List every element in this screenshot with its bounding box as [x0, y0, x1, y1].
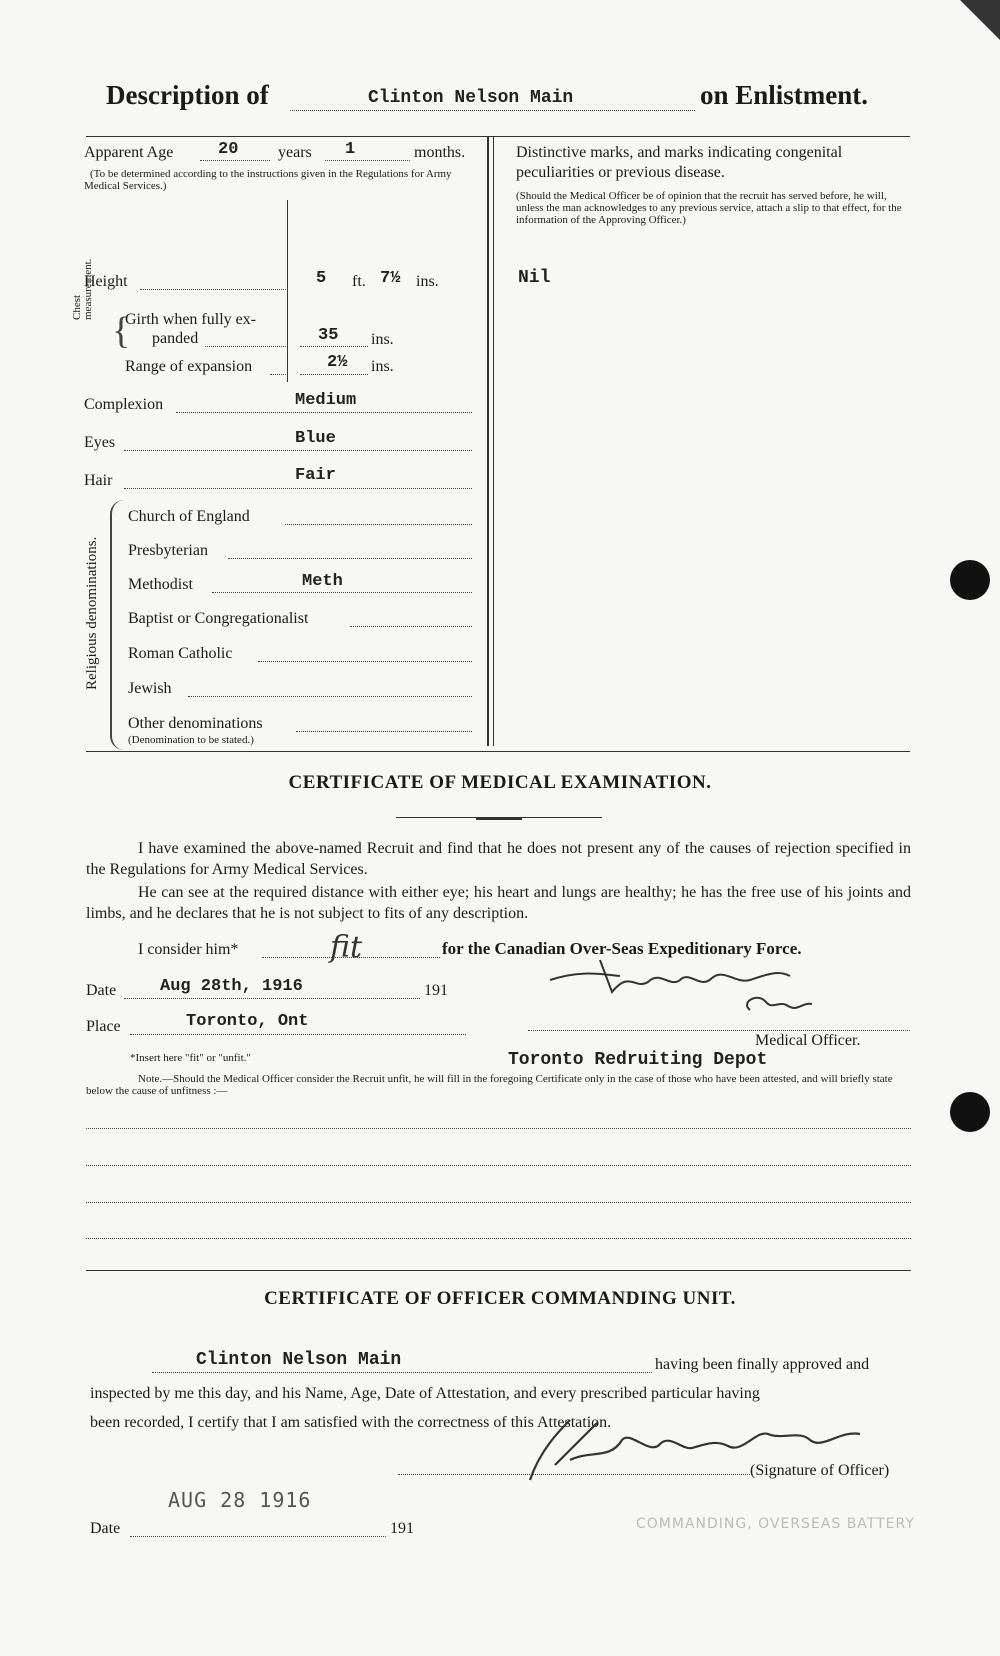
commanding-date-label: Date: [90, 1520, 121, 1537]
height-label-line: [140, 289, 288, 290]
religion-methodist: Methodist: [128, 576, 193, 593]
religion-line-3: [350, 626, 472, 627]
religion-roman-catholic: Roman Catholic: [128, 645, 233, 662]
unfitness-note: Note.—Should the Medical Officer consider the Recruit unfit, he will fill in the foregoing Certificate only in the case of those who have been attested, and will briefly state below the cause of unfitness :—: [86, 1073, 893, 1097]
religion-line-5: [188, 696, 472, 697]
medical-certificate-title: CERTIFICATE OF MEDICAL EXAMINATION.: [288, 772, 712, 793]
header-suffix: on Enlistment.: [700, 80, 869, 110]
religion-line-2: [212, 592, 472, 593]
range-ins-label: ins.: [371, 358, 394, 375]
religion-line-6: [296, 731, 472, 732]
religion-presbyterian: Presbyterian: [128, 542, 208, 559]
date-stamp: AUG 28 1916: [168, 1488, 312, 1512]
column-divider-inner: [493, 136, 494, 746]
girth-label-line2: panded: [152, 330, 199, 347]
medical-officer-signature: [540, 940, 860, 1030]
religion-church-of-england: Church of England: [128, 508, 250, 525]
range-value-line: [300, 374, 368, 375]
religion-line-4: [258, 661, 472, 662]
medical-date-value: Aug 28th, 1916: [160, 977, 303, 996]
commanding-certificate-title: CERTIFICATE OF OFFICER COMMANDING UNIT.: [264, 1288, 736, 1309]
fit-handwritten: fit: [330, 930, 363, 965]
medical-officer-line: [528, 1030, 910, 1031]
medical-bottom-rule: [86, 1270, 911, 1271]
months-label: months.: [414, 144, 466, 161]
unfitness-line-4: [86, 1238, 911, 1239]
commanding-recruit-name: Clinton Nelson Main: [196, 1350, 402, 1370]
insert-fit-note: *Insert here "fit" or "unfit.": [130, 1052, 251, 1064]
medical-place-line: [130, 1034, 466, 1035]
commanding-line1-tail: having been finally approved and: [655, 1356, 870, 1373]
complexion-value: Medium: [295, 391, 357, 410]
chest-brace: {: [112, 310, 131, 352]
header-prefix: Description of: [106, 80, 269, 110]
medical-date-line: [124, 998, 420, 999]
top-rule: [86, 136, 910, 137]
complexion-line: [176, 412, 472, 413]
height-inches-value: 7½: [380, 269, 401, 288]
ft-label: ft.: [352, 273, 366, 290]
unfitness-line-3: [86, 1202, 911, 1203]
age-years-value: 20: [218, 140, 239, 159]
religion-line-0: [285, 524, 472, 525]
commanding-year-suffix: 191: [390, 1520, 414, 1537]
medical-place-label: Place: [86, 1018, 121, 1035]
commanding-date-line: [130, 1536, 386, 1537]
distinctive-marks-heading: Distinctive marks, and marks indicating congenital peculiarities or previous disease.: [516, 144, 843, 181]
expeditionary-force-text: for the Canadian Over-Seas Expeditionary Force.: [442, 939, 802, 958]
height-label: Height: [84, 273, 128, 290]
medical-paragraph-2: He can see at the required distance with either eye; his heart and lungs are healthy; he has the free use of his joints and limbs, and he declares that he is not subject to fits of any description.: [86, 884, 911, 922]
religion-baptist: Baptist or Congregationalist: [128, 610, 309, 627]
medical-paragraph-1: I have examined the above-named Recruit and find that he does not present any of the causes of rejection specified in the Regulations for Army Medical Services.: [86, 840, 911, 878]
age-years-line: [200, 160, 270, 161]
age-months-value: 1: [345, 140, 356, 159]
medical-year-suffix: 191: [424, 982, 448, 999]
unfitness-line-2: [86, 1165, 911, 1166]
age-instructions-note: (To be determined according to the instructions given in the Regulations for Army Medical Services.): [84, 168, 452, 192]
religion-line-1: [228, 558, 472, 559]
punch-hole-lower: [950, 1092, 990, 1132]
religion-other: Other denominations: [128, 715, 263, 732]
unfitness-line-1: [86, 1128, 911, 1129]
range-label: Range of expansion: [125, 358, 253, 375]
age-months-line: [325, 160, 410, 161]
range-label-line: [270, 374, 288, 375]
punch-hole-upper: [950, 560, 990, 600]
page-corner-fold: [960, 0, 1000, 40]
hair-label: Hair: [84, 472, 113, 489]
religious-denominations-label: Religious denominations.: [84, 536, 100, 690]
commanding-line3: been recorded, I certify that I am satisfied with the correctness of this Attestation.: [90, 1414, 612, 1431]
girth-label-line1: Girth when fully ex-: [125, 311, 257, 328]
religion-brace: [110, 500, 126, 750]
denomination-note: (Denomination to be stated.): [128, 734, 254, 746]
distinctive-marks-note: (Should the Medical Officer be of opinion that the recruit has served before, he will, unless the man acknowledges to any previous service, attach a slip to that effect, for the information of the Approving Officer.): [516, 190, 902, 226]
ins-label: ins.: [416, 273, 439, 290]
religion-jewish: Jewish: [128, 680, 172, 697]
hair-value: Fair: [295, 466, 336, 485]
girth-ins-label: ins.: [371, 331, 394, 348]
medical-title-rule-center: [476, 817, 522, 820]
chest-measurement-label: Chest measurement.: [71, 258, 94, 320]
header-name-line: [290, 110, 695, 111]
eyes-label: Eyes: [84, 434, 116, 451]
left-measure-divider: [287, 200, 288, 382]
commanding-line2: inspected by me this day, and his Name, Age, Date of Attestation, and every prescribed particular having: [90, 1385, 760, 1402]
eyes-line: [124, 450, 472, 451]
eyes-value: Blue: [295, 429, 336, 448]
medical-place-value: Toronto, Ont: [186, 1012, 309, 1031]
age-label: Apparent Age: [84, 144, 174, 161]
recruiting-depot-value: Toronto Redruiting Depot: [508, 1050, 768, 1070]
years-label: years: [278, 144, 312, 161]
consider-him-label: I consider him*: [138, 941, 239, 958]
girth-value: 35: [318, 326, 339, 345]
complexion-label: Complexion: [84, 396, 164, 413]
range-value: 2½: [327, 353, 348, 372]
height-feet-value: 5: [316, 269, 327, 288]
methodist-value: Meth: [302, 572, 343, 591]
faint-unit-stamp: COMMANDING, OVERSEAS BATTERY: [636, 1516, 915, 1532]
signature-of-officer-label: (Signature of Officer): [750, 1462, 890, 1479]
medical-date-label: Date: [86, 982, 117, 999]
girth-label-line: [205, 346, 288, 347]
signature-line: [398, 1474, 750, 1475]
header-recruit-name: Clinton Nelson Main: [368, 88, 574, 108]
girth-value-line: [300, 346, 368, 347]
distinctive-marks-value: Nil: [518, 268, 551, 288]
column-divider: [487, 136, 489, 746]
hair-line: [124, 488, 472, 489]
commanding-name-line: [152, 1372, 652, 1373]
body-bottom-rule: [86, 751, 910, 752]
medical-officer-label: Medical Officer.: [755, 1032, 861, 1049]
